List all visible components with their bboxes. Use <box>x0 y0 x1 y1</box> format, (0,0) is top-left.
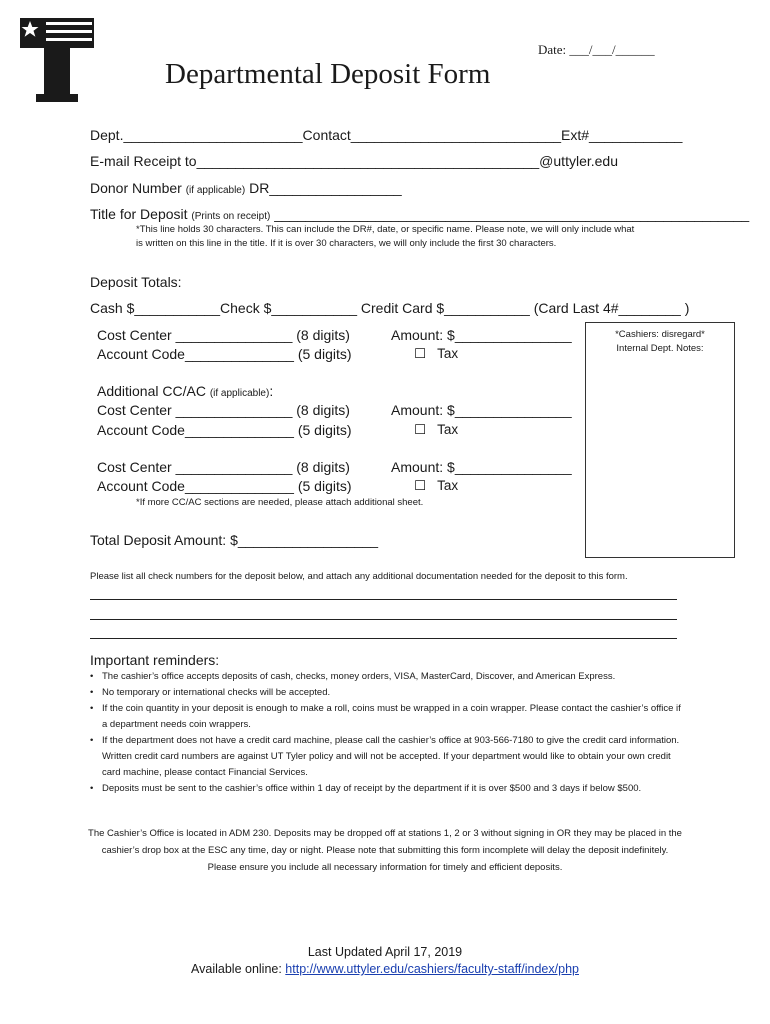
deposit-title-row[interactable] <box>90 206 749 222</box>
additional-label-colon: : <box>269 383 274 399</box>
university-logo <box>20 18 94 102</box>
reminder-item: • No temporary or international checks will be accepted. <box>90 685 682 701</box>
cost-center-field-2[interactable]: Cost Center _______________ (8 digits) <box>97 402 350 418</box>
check-numbers-line-1[interactable] <box>90 599 677 600</box>
tax-checkbox-1[interactable]: ☐ Tax <box>414 346 459 361</box>
last-updated: Last Updated April 17, 2019 <box>307 945 463 959</box>
available-online-row <box>0 962 770 976</box>
amount-field-3[interactable]: Amount: $_______________ <box>391 459 572 475</box>
reminders-heading: Important reminders: <box>90 652 220 668</box>
deposit-totals-line[interactable]: Cash $___________Check $___________ Credit Card $___________ (Card Last 4#________ ) <box>90 300 690 316</box>
reminder-item: • If the department does not have a credit card machine, please call the cashier’s office at 903-566-7180 to give the credit card information. Written credit card numbers are against UT Tyler policy and will not be accepted. If your department would like to obtain your own credit card machine, please contact Financial Services. <box>90 733 682 781</box>
reminder-item: • The cashier’s office accepts deposits of cash, checks, money orders, VISA, MasterCard, Discover, and American Express. <box>90 669 682 685</box>
check-numbers-line-2[interactable] <box>90 619 677 620</box>
donor-number-label: Donor Number <box>90 180 182 196</box>
tax-checkbox-3[interactable]: ☐ Tax <box>414 478 459 493</box>
reminder-item: • If the coin quantity in your deposit is enough to make a roll, coins must be wrapped in a coin wrapper. Please contact the cashier’s office if a department needs coin wrappers. <box>90 701 682 733</box>
account-code-field-2[interactable]: Account Code______________ (5 digits) <box>97 422 352 438</box>
available-online-label: Available online: <box>191 962 286 976</box>
more-sections-note: *If more CC/AC sections are needed, please attach additional sheet. <box>136 497 424 508</box>
additional-label-text: Additional CC/AC <box>97 383 206 399</box>
cost-center-field-1[interactable]: Cost Center _______________ (8 digits) <box>97 327 350 343</box>
cashiers-url-link[interactable]: http://www.uttyler.edu/cashiers/faculty-staff/index/php <box>285 962 579 976</box>
cost-center-field-3[interactable]: Cost Center _______________ (8 digits) <box>97 459 350 475</box>
cashiers-office-note: The Cashier’s Office is located in ADM 230. Deposits may be dropped off at stations 1, 2 or 3 without signing in OR they may be placed in the cashier’s drop box at the ESC any time, day or night. Please note that submitting this form incomplete will delay the deposit indefinitely. Please ensure you include all necessary information for timely and efficient deposits. <box>88 828 682 873</box>
additional-label-note: (if applicable) <box>209 388 270 399</box>
deposit-title-note: (Prints on receipt) <box>191 211 271 222</box>
email-receipt-line[interactable]: E-mail Receipt to____________________________________________@uttyler.edu <box>90 153 618 169</box>
check-numbers-instructions: Please list all check numbers for the deposit below, and attach any additional documentation needed for the deposit to this form. <box>90 571 628 582</box>
title-help-line-1: *This line holds 30 characters. This can include the DR#, date, or specific name. Please note, we will only include what <box>136 224 635 235</box>
donor-number-note: (if applicable) <box>185 185 246 196</box>
amount-field-1[interactable]: Amount: $_______________ <box>391 327 572 343</box>
reminders-list <box>90 669 682 797</box>
amount-field-2[interactable]: Amount: $_______________ <box>391 402 572 418</box>
donor-number-row[interactable] <box>90 180 402 196</box>
deposit-title-field[interactable]: _____________________________________________________________ <box>274 206 750 222</box>
dept-contact-ext-line[interactable]: Dept._______________________Contact___________________________Ext#____________ <box>90 127 683 143</box>
tax-checkbox-2[interactable]: ☐ Tax <box>414 422 459 437</box>
reminder-item: • Deposits must be sent to the cashier’s office within 1 day of receipt by the department if it is over $500 and 3 days if below $500. <box>90 781 682 797</box>
page-title: Departmental Deposit Form <box>165 58 491 90</box>
cashiers-disregard-label: *Cashiers: disregard* <box>615 329 705 340</box>
deposit-title-label: Title for Deposit <box>90 206 188 222</box>
donor-number-field[interactable]: DR_________________ <box>249 180 402 196</box>
account-code-field-1[interactable]: Account Code______________ (5 digits) <box>97 346 352 362</box>
title-help-line-2: is written on this line in the title. If it is over 30 characters, we will only include the first 30 characters. <box>136 238 557 249</box>
deposit-totals-heading: Deposit Totals: <box>90 274 182 290</box>
internal-notes-label: Internal Dept. Notes: <box>616 343 704 354</box>
internal-notes-box[interactable] <box>585 322 735 558</box>
date-field[interactable]: Date: ___/___/______ <box>538 42 655 57</box>
account-code-field-3[interactable]: Account Code______________ (5 digits) <box>97 478 352 494</box>
additional-cc-ac-label <box>97 383 273 399</box>
check-numbers-line-3[interactable] <box>90 638 677 639</box>
total-deposit-amount-field[interactable]: Total Deposit Amount: $__________________ <box>90 532 379 548</box>
